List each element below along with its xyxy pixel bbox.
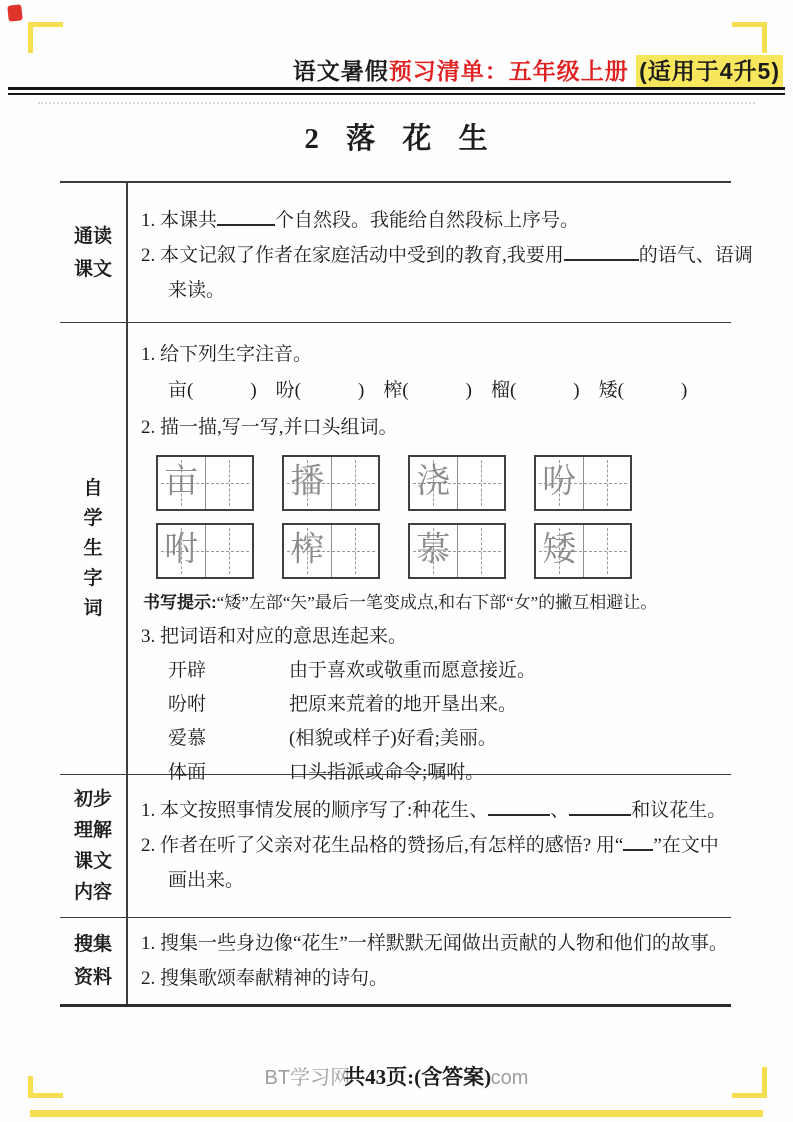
table-row-comprehension: [60, 775, 731, 918]
question-line: [141, 337, 731, 372]
practice-box: [534, 523, 632, 579]
match-term: 吩咐: [168, 694, 207, 715]
trace-character: 吩: [542, 463, 577, 501]
fill-in-blank: [217, 204, 275, 226]
row-label-line: 通读: [73, 225, 112, 247]
practice-cell-empty: [583, 457, 631, 509]
pinyin-blanks-line: 亩( ) 吩( ) 榨( ) 榴( ) 矮( ): [168, 380, 688, 401]
question-line: [141, 620, 731, 654]
question-text: 2. 本文记叙了作者在家庭活动中受到的教育,我要用: [141, 245, 564, 266]
question-line: [141, 203, 753, 238]
row-label-line: 课文: [73, 851, 112, 872]
red-stamp-icon: [7, 4, 23, 21]
row-content-read-through: [128, 183, 753, 322]
practice-cell-empty: [457, 525, 505, 577]
trace-character: 咐: [164, 531, 199, 569]
question-text: ”在文中: [653, 835, 719, 856]
practice-box: [156, 455, 254, 511]
lesson-title: 2 落 花 生: [304, 123, 489, 155]
question-text: 个自然段。我能给自然段标上序号。: [275, 210, 580, 231]
question-text: 1. 搜集一些身边像“花生”一样默默无闻做出贡献的人物和他们的故事。: [141, 933, 728, 954]
question-line: [141, 828, 731, 863]
question-text: 2. 搜集歌颂奉献精神的诗句。: [141, 968, 389, 989]
practice-box: [534, 455, 632, 511]
question-text: 来读。: [168, 280, 226, 301]
question-line: [141, 961, 731, 996]
header-series-title: 预习清单：五年级上册: [388, 58, 629, 84]
header-dotted-line: [38, 102, 755, 104]
practice-cell-empty: [205, 457, 253, 509]
table-row-self-study: [60, 323, 731, 783]
question-line: [141, 926, 731, 961]
row-label-char: 生: [83, 538, 103, 559]
question-text: 1. 本课共: [141, 210, 218, 231]
question-line: [141, 793, 731, 828]
row-label-read-through: [60, 183, 128, 322]
match-meaning: 口头指派或命令;嘱咐。: [289, 762, 485, 783]
trace-character: 播: [290, 463, 325, 501]
practice-cell-empty: [583, 525, 631, 577]
match-meaning: 由于喜欢或敬重而愿意接近。: [289, 660, 537, 681]
writing-hint: [143, 588, 731, 618]
row-content-self-study: [128, 323, 731, 783]
question-line: [141, 410, 731, 445]
character-practice-grid-row2: [156, 523, 731, 579]
row-content-research: [128, 918, 731, 1004]
question-text: 、: [550, 800, 570, 821]
match-meaning: (相貌或样子)好看;美丽。: [289, 728, 497, 749]
question-text: 1. 给下列生字注音。: [141, 344, 313, 365]
match-term: 开辟: [168, 660, 207, 681]
row-label-line: 初步: [73, 789, 112, 810]
table-row-research: [60, 918, 731, 1004]
match-pair: [141, 654, 731, 688]
practice-cell-empty: [457, 457, 505, 509]
question-text: 和议花生。: [631, 800, 727, 821]
trace-character: 亩: [164, 463, 199, 501]
row-label-char: 学: [83, 508, 103, 529]
question-line: [141, 238, 753, 273]
row-label-line: 资料: [73, 967, 112, 988]
row-label-char: 词: [83, 598, 103, 619]
question-text: 2. 描一描,写一写,并口头组词。: [141, 417, 398, 438]
fill-in-blank: [564, 239, 639, 261]
trace-character: 矮: [542, 531, 577, 569]
match-pair: [141, 688, 731, 722]
fill-in-blank: [623, 829, 653, 851]
question-line: [141, 863, 731, 898]
header-divider: [8, 87, 785, 95]
row-label-self-study: [60, 323, 128, 774]
page-footer: [0, 1061, 793, 1091]
trace-character: 浇: [416, 463, 451, 501]
header-subject: 语文暑假: [292, 58, 389, 84]
practice-box: [282, 523, 380, 579]
fill-in-blank: [569, 794, 631, 816]
page-count: 共43页:(含答案): [344, 1065, 492, 1089]
worksheet-table: [60, 181, 753, 1007]
row-label-line: 内容: [73, 882, 112, 903]
match-term: 体面: [168, 762, 207, 783]
row-label-research: [60, 918, 128, 1004]
trace-character: 榨: [290, 531, 325, 569]
writing-hint-text: “矮”左部“矢”最后一笔变成点,和右下部“女”的撇互相避让。: [216, 593, 658, 612]
watermark-left: BT学习网: [264, 1067, 351, 1089]
question-text: 2. 作者在听了父亲对花生品格的赞扬后,有怎样的感悟? 用“: [141, 835, 624, 856]
question-line: [141, 273, 753, 308]
question-text: 的语气、语调: [638, 245, 753, 266]
table-row-read-through: [60, 183, 753, 323]
match-pair: [141, 722, 731, 756]
corner-mark-top-right: [732, 22, 767, 53]
question-text: 3. 把词语和对应的意思连起来。: [141, 626, 408, 647]
row-label-line: 课文: [73, 258, 112, 280]
watermark-right: .com: [485, 1067, 529, 1089]
row-label-line: 理解: [73, 820, 112, 841]
character-practice-grid-row1: [156, 455, 731, 511]
writing-hint-label: 书写提示:: [143, 593, 217, 612]
practice-box: [156, 523, 254, 579]
fill-in-blank: [488, 794, 550, 816]
match-term: 爱慕: [168, 728, 207, 749]
question-text: 画出来。: [168, 870, 245, 891]
row-content-comprehension: [128, 775, 731, 917]
question-text: 1. 本文按照事情发展的顺序写了:种花生、: [141, 800, 489, 821]
header-grade-badge: (适用于4升5): [636, 55, 783, 88]
practice-box: [408, 455, 506, 511]
match-meaning: 把原来荒着的地开垦出来。: [289, 694, 518, 715]
practice-box: [408, 523, 506, 579]
trace-character: 慕: [416, 531, 451, 569]
page-header: [293, 53, 783, 86]
corner-mark-top-left: [28, 22, 63, 53]
bottom-highlight-bar: [30, 1110, 763, 1117]
practice-cell-empty: [331, 525, 379, 577]
practice-cell-empty: [331, 457, 379, 509]
row-label-char: 自: [83, 478, 103, 499]
row-label-line: 搜集: [73, 934, 112, 955]
practice-box: [282, 455, 380, 511]
practice-cell-empty: [205, 525, 253, 577]
row-label-char: 字: [83, 568, 103, 589]
row-label-comprehension: [60, 775, 128, 917]
